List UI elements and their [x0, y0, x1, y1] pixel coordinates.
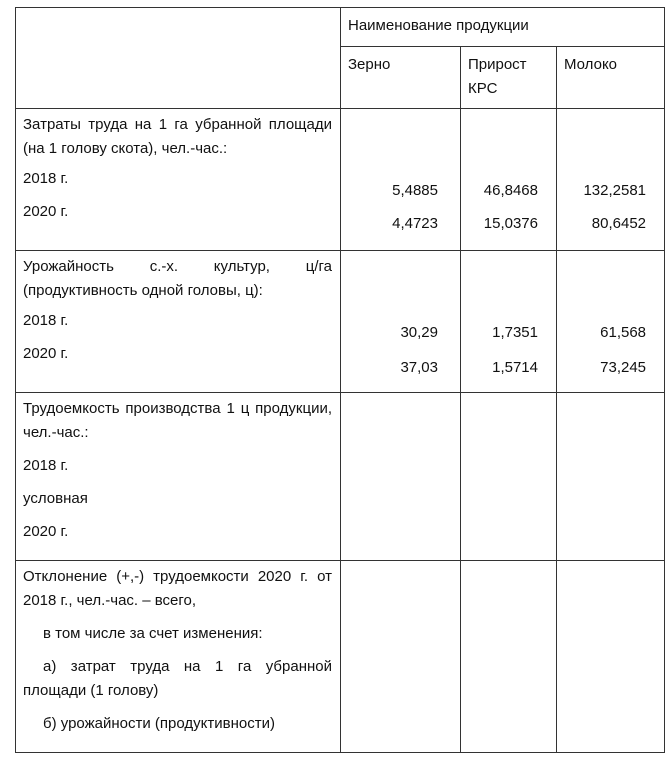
- yield-cattle: 1,7351 1,5714: [461, 251, 557, 393]
- production-table: [15, 7, 665, 753]
- labor-cattle: 46,8468 15,0376: [461, 109, 557, 251]
- deviation-milk: [557, 561, 665, 753]
- row-yield-label: Урожайность с.-х. культур, ц/га (продуктивность одной головы, ц): 2018 г. 2020 г.: [16, 251, 341, 393]
- header-cattle: Прирост КРС: [461, 47, 557, 109]
- header-product-group: [341, 8, 665, 47]
- intensity-grain: [341, 393, 461, 561]
- deviation-cattle: [461, 561, 557, 753]
- header-group-title: Наименование продукции: [348, 17, 529, 34]
- row-labor-label: Затраты труда на 1 га убранной площади (на 1 голову скота), чел.-час.: 2018 г. 2020 г.: [16, 109, 341, 251]
- header-grain: Зерно: [341, 47, 461, 109]
- yield-grain: 30,29 37,03: [341, 251, 461, 393]
- corner-cell: [16, 8, 341, 109]
- deviation-grain: [341, 561, 461, 753]
- row-deviation-label: Отклонение (+,-) трудоемкости 2020 г. от 2018 г., чел.-час. – всего, в том числе за счет изменения: а) затрат труда на 1 га убранной площади (1 голову) б) урожайности (продуктивности): [16, 561, 341, 753]
- intensity-cattle: [461, 393, 557, 561]
- labor-grain: 5,4885 4,4723: [341, 109, 461, 251]
- labor-milk: 132,2581 80,6452: [557, 109, 665, 251]
- intensity-milk: [557, 393, 665, 561]
- header-milk: Молоко: [557, 47, 665, 109]
- row-intensity-label: Трудоемкость производства 1 ц продукции, чел.-час.: 2018 г. условная 2020 г.: [16, 393, 341, 561]
- yield-milk: 61,568 73,245: [557, 251, 665, 393]
